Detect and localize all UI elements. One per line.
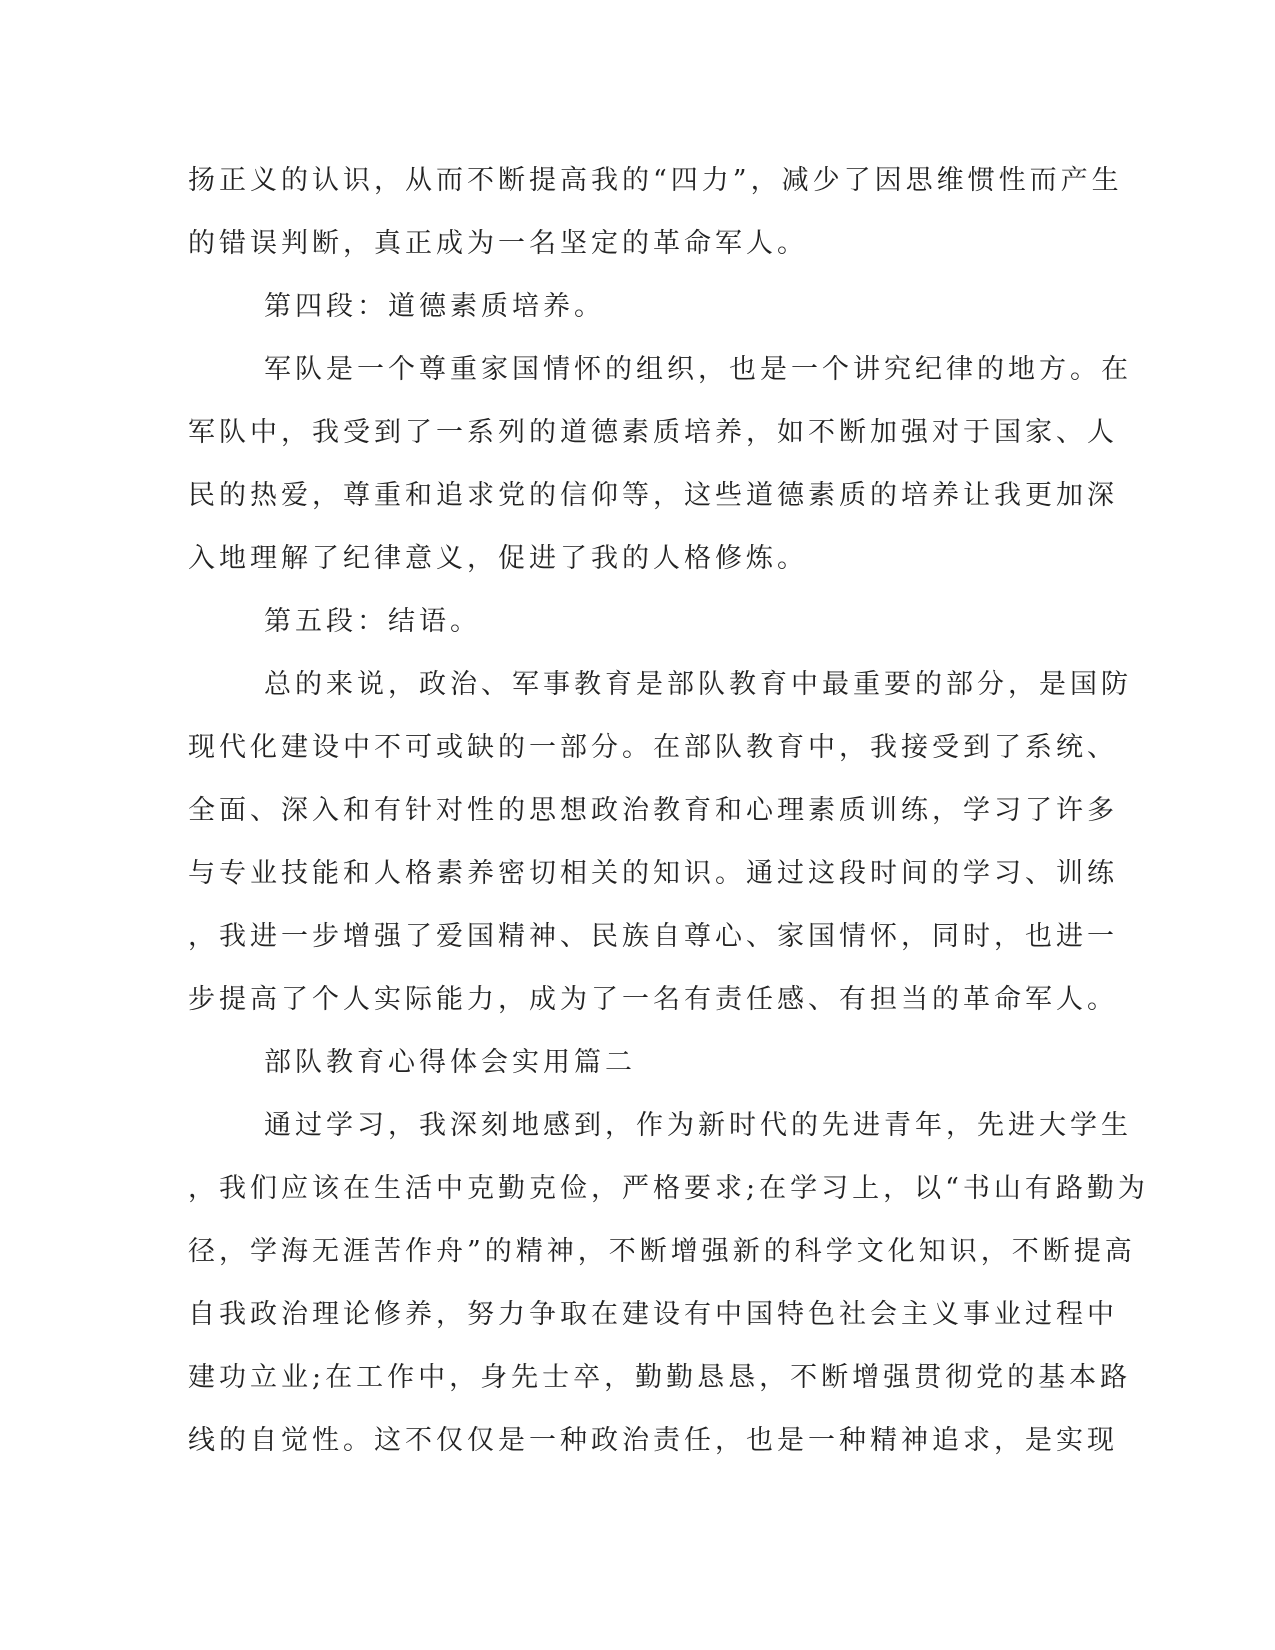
- text-line: 军队是一个尊重家国情怀的组织，也是一个讲究纪律的地方。在: [264, 354, 1132, 385]
- document-body: [188, 161, 1149, 1484]
- text-line: 建功立业;在工作中，身先士卒，勤勤恳恳，不断增强贯彻党的基本路: [188, 1362, 1132, 1393]
- text-line: 步提高了个人实际能力，成为了一名有责任感、有担当的革命军人。: [188, 984, 1118, 1015]
- text-line: 的错误判断，真正成为一名坚定的革命军人。: [188, 228, 808, 259]
- text-line: ，我们应该在生活中克勤克俭，严格要求;在学习上，以“书山有路勤为: [188, 1173, 1149, 1204]
- text-line: 现代化建设中不可或缺的一部分。在部队教育中，我接受到了系统、: [188, 732, 1118, 763]
- text-line: 通过学习，我深刻地感到，作为新时代的先进青年，先进大学生: [264, 1110, 1132, 1141]
- article-title: 部队教育心得体会实用篇二: [264, 1047, 636, 1078]
- text-line: 总的来说，政治、军事教育是部队教育中最重要的部分，是国防: [264, 669, 1132, 700]
- section-heading: 第五段：结语。: [264, 606, 481, 637]
- text-line: 径，学海无涯苦作舟”的精神，不断增强新的科学文化知识，不断提高: [188, 1236, 1136, 1267]
- text-line: 入地理解了纪律意义，促进了我的人格修炼。: [188, 543, 808, 574]
- text-line: 自我政治理论修养，努力争取在建设有中国特色社会主义事业过程中: [188, 1299, 1118, 1330]
- text-line: ，我进一步增强了爱国精神、民族自尊心、家国情怀，同时，也进一: [188, 921, 1118, 952]
- text-line: 线的自觉性。这不仅仅是一种政治责任，也是一种精神追求，是实现: [188, 1425, 1118, 1456]
- text-line: 军队中，我受到了一系列的道德素质培养，如不断加强对于国家、人: [188, 417, 1118, 448]
- text-line: 扬正义的认识，从而不断提高我的“四力”，减少了因思维惯性而产生: [188, 165, 1123, 196]
- text-line: 全面、深入和有针对性的思想政治教育和心理素质训练，学习了许多: [188, 795, 1118, 826]
- section-heading: 第四段：道德素质培养。: [264, 291, 605, 322]
- text-line: 与专业技能和人格素养密切相关的知识。通过这段时间的学习、训练: [188, 858, 1118, 889]
- text-line: 民的热爱，尊重和追求党的信仰等，这些道德素质的培养让我更加深: [188, 480, 1118, 511]
